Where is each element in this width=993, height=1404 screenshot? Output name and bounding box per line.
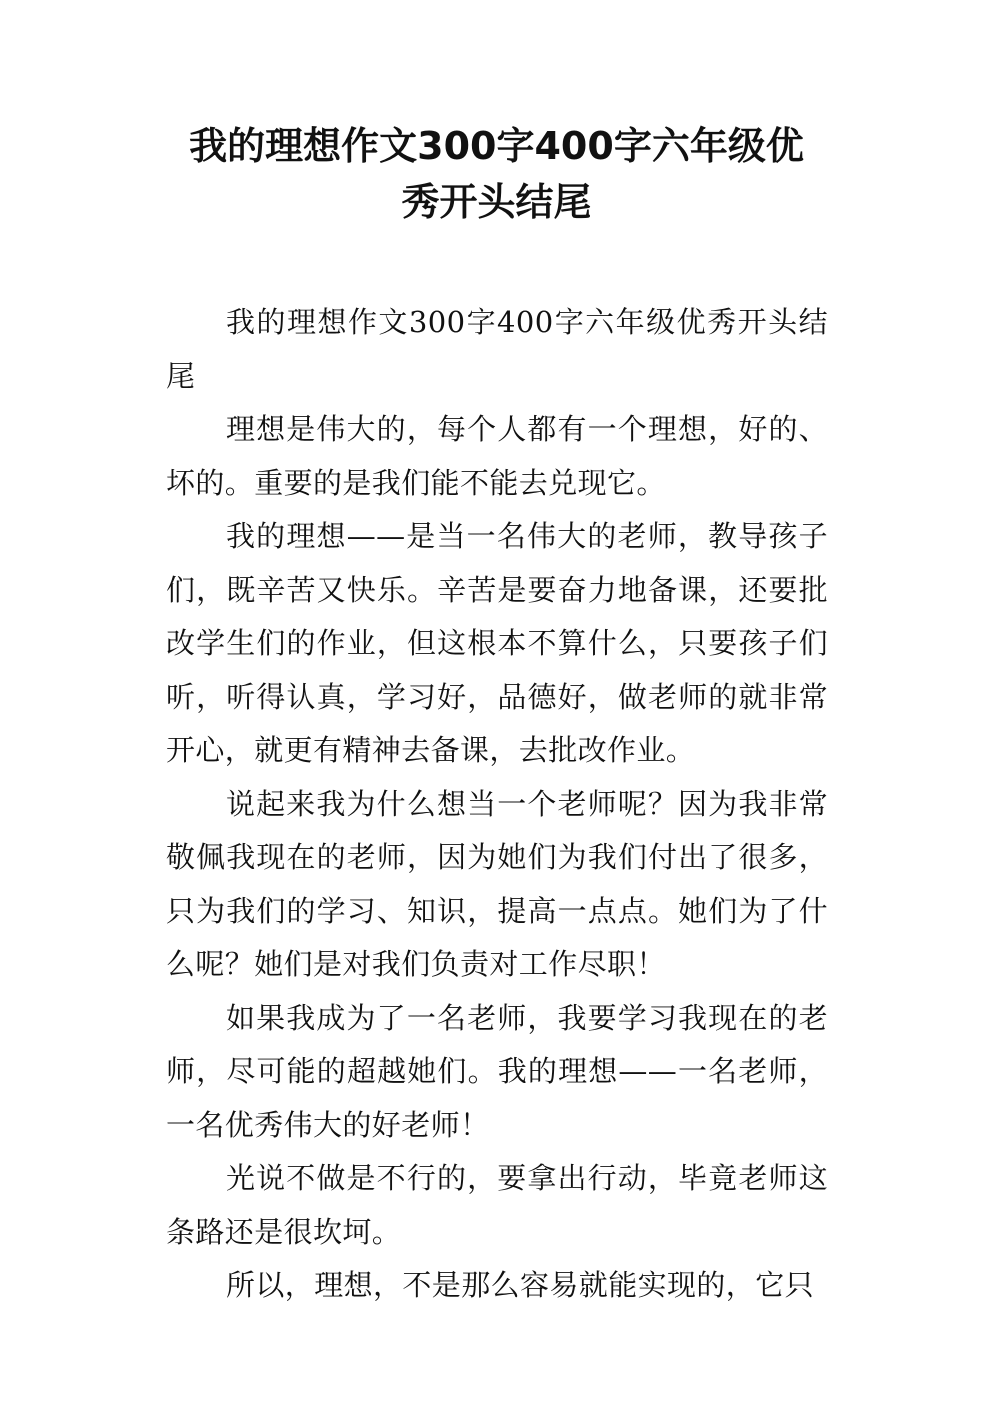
paragraph-intro: 理想是伟大的，每个人都有一个理想，好的、坏的。重要的是我们能不能去兑现它。: [166, 412, 828, 500]
paragraph-become-teacher: 如果我成为了一名老师，我要学习我现在的老师，尽可能的超越她们。我的理想——一名老师，一名优秀伟大的好老师！: [166, 1000, 828, 1142]
title-line-1: 我的理想作文300字400字六年级优: [189, 124, 804, 168]
paragraph-teacher-dream: 我的理想——是当一名伟大的老师，教导孩子们，既辛苦又快乐。辛苦是要奋力地备课，还要批改学生们的作业，但这根本不算什么，只要孩子们听，听得认真，学习好，品德好，做老师的就非常开心，就更有精神去备课，去批改作业。: [166, 519, 828, 767]
paragraph-reason: 说起来我为什么想当一个老师呢？因为我非常敬佩我现在的老师，因为她们为我们付出了很多，只为我们的学习、知识，提高一点点。她们为了什么呢？她们是对我们负责对工作尽职！: [166, 786, 828, 981]
title-line-2: 秀开头结尾: [401, 180, 592, 224]
document-title: [150, 118, 843, 230]
document-body: [166, 296, 828, 1313]
paragraph-conclusion: 所以，理想，不是那么容易就能实现的，它只: [226, 1268, 815, 1302]
paragraph-action: 光说不做是不行的，要拿出行动，毕竟老师这条路还是很坎坷。: [166, 1161, 828, 1249]
paragraph-heading-repeat: 我的理想作文300字400字六年级优秀开头结尾: [166, 305, 828, 393]
